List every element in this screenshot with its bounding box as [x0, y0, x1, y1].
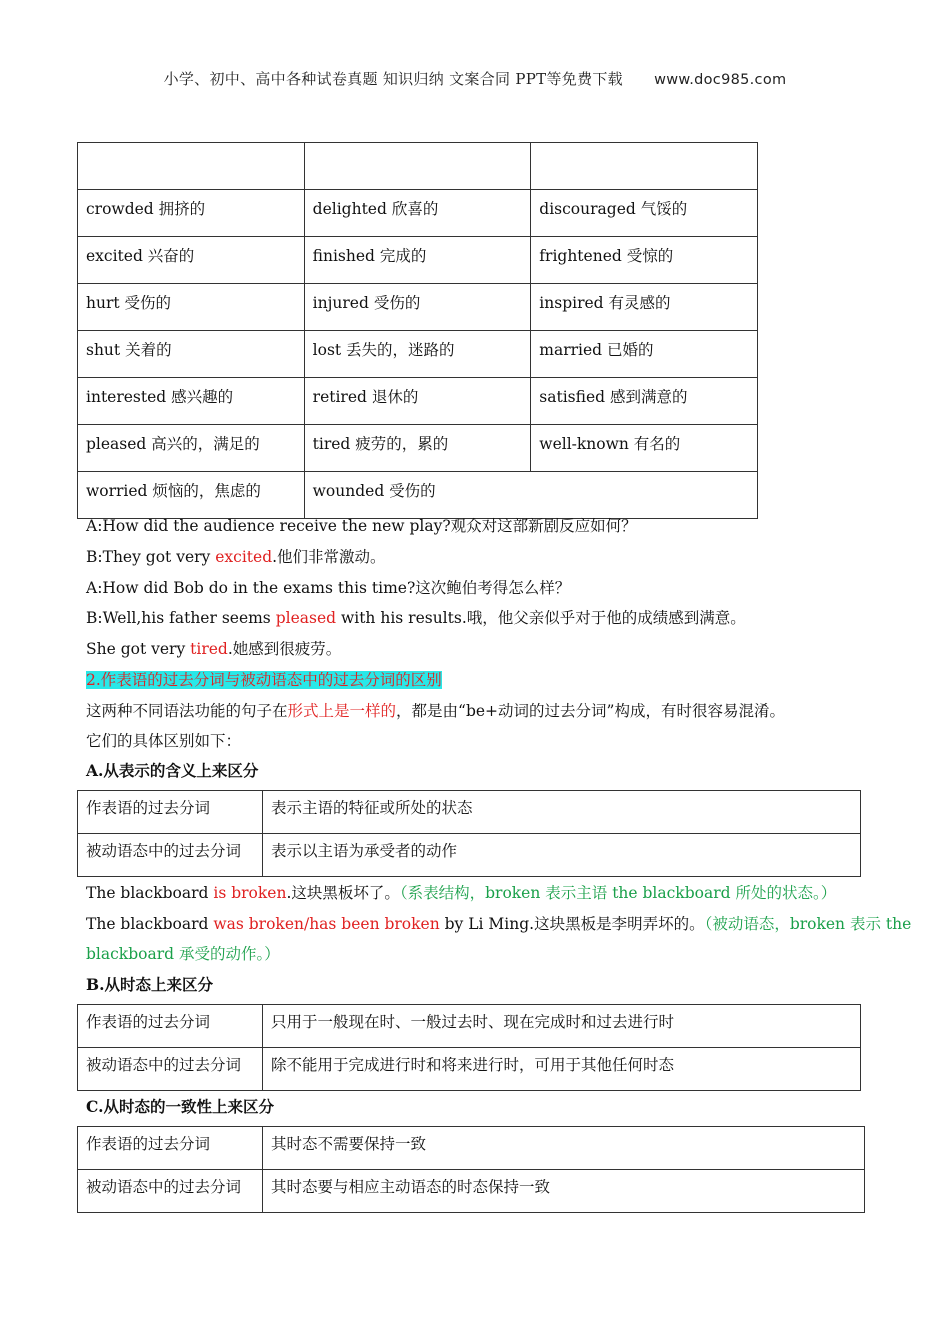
vocab-table: [77, 142, 758, 519]
table-cell: satisfied 感到满意的: [531, 378, 758, 425]
part-a-table: [77, 790, 861, 877]
table-row: [78, 1170, 865, 1213]
part-c-table: [77, 1126, 865, 1213]
table-cell: 其时态不需要保持一致: [263, 1127, 865, 1170]
dialog-line-3: A:How did Bob do in the exams this time?这次鲍伯考得怎么样？: [86, 579, 571, 597]
table-cell: inspired 有灵感的: [531, 284, 758, 331]
table-cell: 作表语的过去分词: [78, 1005, 263, 1048]
table-cell: 只用于一般现在时、一般过去时、现在完成时和过去进行时: [263, 1005, 861, 1048]
table-cell: interested 感兴趣的: [78, 378, 305, 425]
table-row: [78, 1127, 865, 1170]
table-cell: retired 退休的: [304, 378, 531, 425]
part-a-title: A.从表示的含义上来区分: [86, 761, 259, 780]
header-url[interactable]: www.doc985.com: [654, 72, 787, 88]
table-cell: well-known 有名的: [531, 425, 758, 472]
part-b-table: [77, 1004, 861, 1091]
page-header: [0, 68, 950, 89]
table-cell: 作表语的过去分词: [78, 791, 263, 834]
table-cell: [304, 143, 531, 190]
table-cell: married 已婚的: [531, 331, 758, 378]
table-cell: [78, 143, 305, 190]
table-row: [78, 834, 861, 877]
table-cell: 除不能用于完成进行时和将来进行时，可用于其他任何时态: [263, 1048, 861, 1091]
dialog-line-2: B:They got very excited.他们非常激动。: [86, 548, 386, 566]
table-cell: [531, 143, 758, 190]
table-cell: 其时态要与相应主动语态的时态保持一致: [263, 1170, 865, 1213]
example-note: （被动语态，broken 表示 the: [704, 915, 912, 933]
header-text: 小学、初中、高中各种试卷真题 知识归纳 文案合同 PPT等免费下载: [163, 70, 623, 88]
table-row: [78, 284, 758, 331]
part-b-title: B.从时态上来区分: [86, 975, 213, 994]
table-cell: delighted 欣喜的: [304, 190, 531, 237]
table-row: [78, 378, 758, 425]
table-cell: pleased 高兴的，满足的: [78, 425, 305, 472]
table-cell: 被动语态中的过去分词: [78, 1170, 263, 1213]
table-cell: 表示主语的特征或所处的状态: [263, 791, 861, 834]
section-2-paragraph-2: 它们的具体区别如下：: [86, 732, 242, 750]
table-cell: hurt 受伤的: [78, 284, 305, 331]
table-cell: 作表语的过去分词: [78, 1127, 263, 1170]
table-cell: frightened 受惊的: [531, 237, 758, 284]
table-cell: worried 烦恼的，焦虑的: [78, 472, 305, 519]
highlight-word: pleased: [275, 609, 337, 627]
section-2-title: 2.作表语的过去分词与被动语态中的过去分词的区别: [86, 671, 442, 689]
highlight-word: excited: [215, 548, 273, 566]
dialog-line-5: She got very tired.她感到很疲劳。: [86, 640, 342, 658]
example-note: （系表结构，broken 表示主语 the blackboard 所处的状态。）: [399, 884, 837, 902]
dialog-line-4: B:Well,his father seems pleased with his results.哦，他父亲似乎对于他的成绩感到满意。: [86, 609, 746, 627]
example-2: The blackboard was broken/has been broken by Li Ming.这块黑板是李明弄坏的。（被动语态，broken 表示 the: [86, 915, 912, 933]
table-row: [78, 1005, 861, 1048]
highlight-word: tired: [190, 640, 228, 658]
table-cell: crowded 拥挤的: [78, 190, 305, 237]
table-row: [78, 791, 861, 834]
table-cell: lost 丢失的，迷路的: [304, 331, 531, 378]
table-cell: tired 疲劳的，累的: [304, 425, 531, 472]
table-row: [78, 1048, 861, 1091]
example-2-note-cont: blackboard 承受的动作。）: [86, 945, 280, 963]
table-cell: injured 受伤的: [304, 284, 531, 331]
table-row: [78, 472, 758, 519]
table-cell: finished 完成的: [304, 237, 531, 284]
example-1: The blackboard is broken.这块黑板坏了。（系表结构，broken 表示主语 the blackboard 所处的状态。）: [86, 884, 837, 902]
table-cell: discouraged 气馁的: [531, 190, 758, 237]
table-row: [78, 143, 758, 190]
table-cell: excited 兴奋的: [78, 237, 305, 284]
table-cell: 被动语态中的过去分词: [78, 834, 263, 877]
part-c-title: C.从时态的一致性上来区分: [86, 1097, 274, 1116]
table-row: [78, 425, 758, 472]
table-cell: wounded 受伤的: [304, 472, 757, 519]
section-2-paragraph: 这两种不同语法功能的句子在形式上是一样的，都是由“be+动词的过去分词”构成，有时很容易混淆。: [86, 702, 785, 720]
table-cell: 被动语态中的过去分词: [78, 1048, 263, 1091]
table-row: [78, 190, 758, 237]
dialog-line-1: A:How did the audience receive the new play?观众对这部新剧反应如何？: [86, 517, 637, 535]
table-row: [78, 237, 758, 284]
table-cell: shut 关着的: [78, 331, 305, 378]
table-row: [78, 331, 758, 378]
table-cell: 表示以主语为承受者的动作: [263, 834, 861, 877]
